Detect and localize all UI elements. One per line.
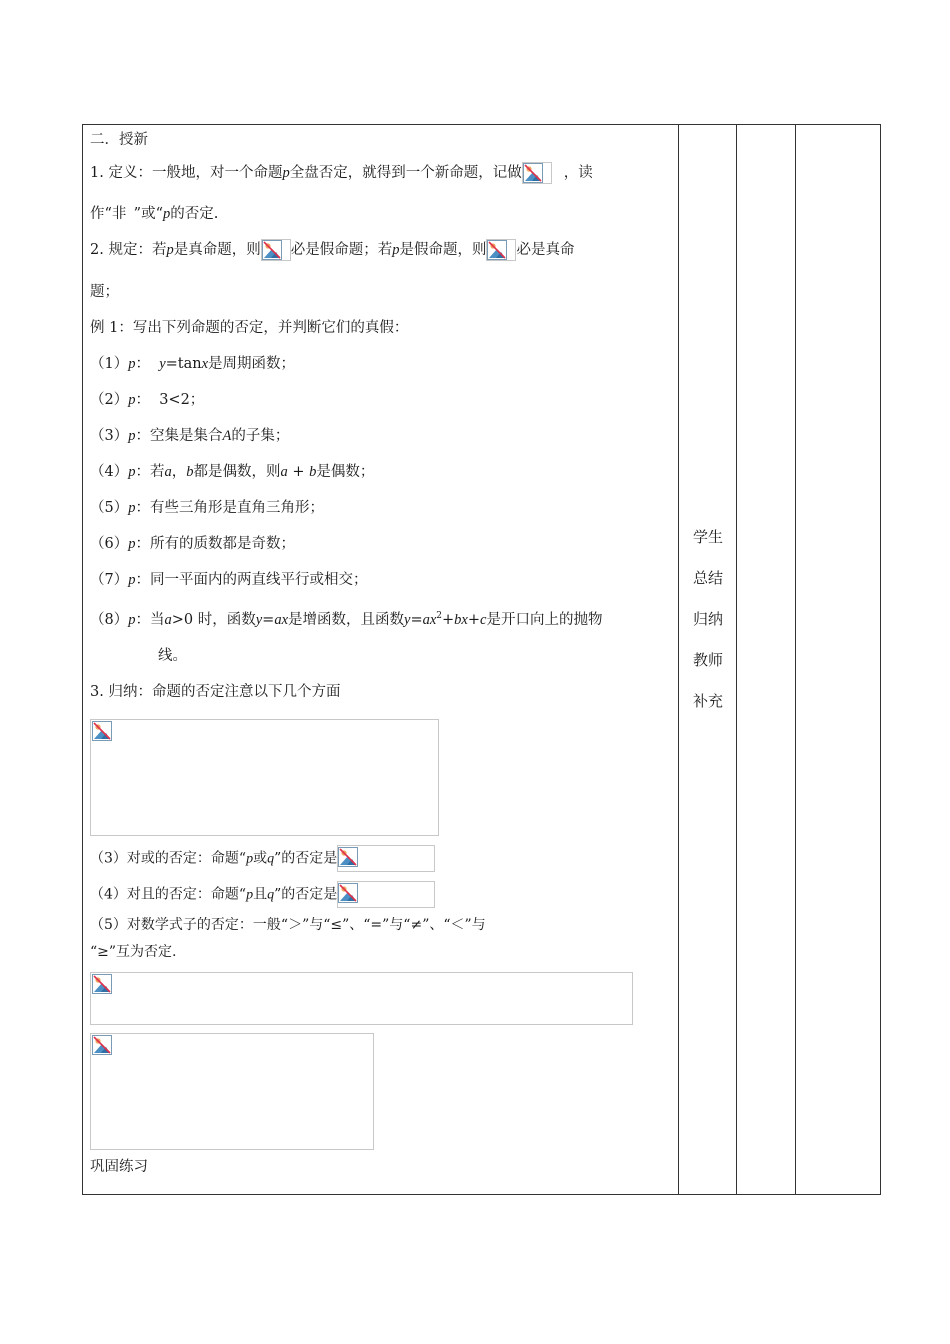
broken-image-icon [92, 974, 112, 994]
broken-image-icon [523, 163, 543, 183]
rule-math-negation-cont: “≥”互为否定. [90, 944, 177, 960]
practice-heading: 巩固练习 [90, 1159, 148, 1175]
example-item-7: （7）p：同一平面内的两直线平行或相交； [90, 572, 368, 588]
definition-line-2: 作“非 ”或“p的否定. [90, 206, 219, 222]
example-item-4: （4）p：若a，b都是偶数，则a + b是偶数； [90, 464, 375, 480]
summary-image-3 [90, 1033, 374, 1150]
example-item-8: （8）p：当a>0 时，函数y=ax是增函数，且函数$y=ax^2+bx+c$是开口向上的抛物 [90, 611, 603, 628]
side-note: 总结 [692, 569, 723, 587]
broken-image-icon [92, 1035, 112, 1055]
formula-image [261, 239, 291, 261]
side-note: 归纳 [692, 610, 723, 628]
rule-and-negation: （4）对且的否定：命题“p且q”的否定是 [90, 881, 435, 908]
broken-image-icon [487, 240, 507, 260]
formula-image [337, 845, 435, 872]
summary-line: 3. 归纳：命题的否定注意以下几个方面 [90, 684, 341, 700]
column-divider [795, 124, 796, 1195]
definition-line: 1. 定义：一般地，对一个命题p全盘否定，就得到一个新命题，记做 ，读 [90, 162, 593, 184]
side-note: 学生 [692, 528, 723, 546]
example-item-2: （2）p： 3<2； [90, 392, 205, 408]
broken-image-icon [338, 883, 358, 903]
rule-math-negation: （5）对数学式子的否定：一般“＞”与“≤”、“=”与“≠”、“＜”与 [90, 917, 486, 933]
rule-line: 2. 规定：若p是真命题，则 必是假命题；若p是假命题，则 必是真命 [90, 239, 574, 261]
broken-image-icon [338, 847, 358, 867]
broken-image-icon [92, 721, 112, 741]
example-title: 例 1：写出下列命题的否定，并判断它们的真假： [90, 320, 409, 336]
example-item-8-cont: 线。 [158, 648, 187, 664]
side-notes [682, 522, 734, 727]
formula-image [486, 239, 516, 261]
side-note: 补充 [692, 692, 723, 710]
rule-line-2: 题； [90, 284, 119, 300]
formula-image [337, 881, 435, 908]
side-note: 教师 [692, 651, 723, 669]
summary-image-1 [90, 719, 439, 836]
example-item-6: （6）p：所有的质数都是奇数； [90, 536, 295, 552]
summary-image-2 [90, 972, 633, 1025]
example-item-5: （5）p：有些三角形是直角三角形； [90, 500, 324, 516]
rule-or-negation: （3）对或的否定：命题“p或q”的否定是 [90, 845, 435, 872]
formula-image [522, 162, 552, 184]
column-divider [736, 124, 737, 1195]
example-item-3: （3）p：空集是集合A的子集； [90, 428, 290, 444]
example-item-1: （1）p： y=tanx是周期函数； [90, 356, 296, 372]
column-divider [678, 124, 679, 1195]
section-title: 二．授新 [90, 132, 148, 148]
broken-image-icon [262, 240, 282, 260]
